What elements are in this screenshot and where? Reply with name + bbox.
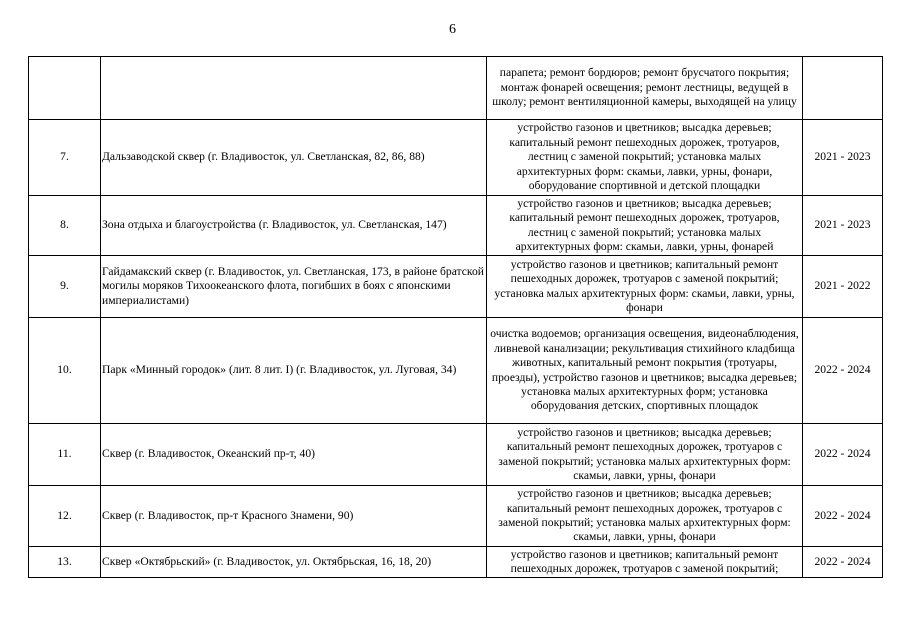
object-name: Сквер (г. Владивосток, Океанский пр-т, 40) — [101, 424, 487, 486]
row-number — [29, 57, 101, 120]
period: 2022 - 2024 — [803, 486, 883, 547]
period — [803, 57, 883, 120]
row-number: 13. — [29, 547, 101, 578]
table-row — [29, 120, 883, 196]
object-name: Гайдамакский сквер (г. Владивосток, ул. Светланская, 173, в районе братской могилы моряков Тихоокеанского флота, погибших в боях с японскими империалистами) — [101, 256, 487, 318]
object-name: Сквер (г. Владивосток, пр-т Красного Знамени, 90) — [101, 486, 487, 547]
period: 2022 - 2024 — [803, 318, 883, 424]
object-name — [101, 57, 487, 120]
table-row — [29, 424, 883, 486]
works-description: устройство газонов и цветников; высадка деревьев; капитальный ремонт пешеходных дорожек, тротуаров с заменой покрытий; установка малых архитектурных форм: скамьи, лавки, урны, фонари — [487, 424, 803, 486]
works-description: устройство газонов и цветников; капитальный ремонт пешеходных дорожек, тротуаров с заменой покрытий; установка малых архитектурных форм: скамьи, лавки, урны, фонари — [487, 256, 803, 318]
works-description: парапета; ремонт бордюров; ремонт брусчатого покрытия; монтаж фонарей освещения; ремонт лестницы, ведущей в школу; ремонт вентиляционной камеры, выходящей на улицу — [487, 57, 803, 120]
row-number: 11. — [29, 424, 101, 486]
period: 2022 - 2024 — [803, 424, 883, 486]
row-number: 12. — [29, 486, 101, 547]
projects-table — [28, 56, 883, 578]
table-row — [29, 547, 883, 578]
object-name: Зона отдыха и благоустройства (г. Владивосток, ул. Светланская, 147) — [101, 196, 487, 256]
works-description: устройство газонов и цветников; капитальный ремонт пешеходных дорожек, тротуаров с заменой покрытий; — [487, 547, 803, 578]
works-description: очистка водоемов; организация освещения, видеонаблюдения, ливневой канализации; рекультивация стихийного кладбища животных, капитальный ремонт покрытия (тротуары, проезды), устройство газонов и цветников; высадка деревьев; установка малых архитектурных форм; установка оборудования детских, спортивных площадок — [487, 318, 803, 424]
table-row — [29, 57, 883, 120]
works-description: устройство газонов и цветников; высадка деревьев; капитальный ремонт пешеходных дорожек, тротуаров с заменой покрытий; установка малых архитектурных форм: скамьи, лавки, урны, фонари — [487, 486, 803, 547]
works-description: устройство газонов и цветников; высадка деревьев; капитальный ремонт пешеходных дорожек, тротуаров, лестниц с заменой покрытий; установка малых архитектурных форм: скамьи, лавки, урны, фонари, оборудование спортивной и детской площадки — [487, 120, 803, 196]
table-row — [29, 318, 883, 424]
period: 2021 - 2023 — [803, 196, 883, 256]
table-row — [29, 256, 883, 318]
object-name: Дальзаводской сквер (г. Владивосток, ул. Светланская, 82, 86, 88) — [101, 120, 487, 196]
row-number: 9. — [29, 256, 101, 318]
row-number: 8. — [29, 196, 101, 256]
page-number: 6 — [449, 22, 456, 37]
row-number: 7. — [29, 120, 101, 196]
table-row — [29, 196, 883, 256]
row-number: 10. — [29, 318, 101, 424]
period: 2021 - 2022 — [803, 256, 883, 318]
works-description: устройство газонов и цветников; высадка деревьев; капитальный ремонт пешеходных дорожек, тротуаров, лестниц с заменой покрытий; установка малых архитектурных форм: скамьи, лавки, урны, фонарей — [487, 196, 803, 256]
object-name: Парк «Минный городок» (лит. 8 лит. I) (г. Владивосток, ул. Луговая, 34) — [101, 318, 487, 424]
period: 2021 - 2023 — [803, 120, 883, 196]
table-row — [29, 486, 883, 547]
object-name: Сквер «Октябрьский» (г. Владивосток, ул. Октябрьская, 16, 18, 20) — [101, 547, 487, 578]
period: 2022 - 2024 — [803, 547, 883, 578]
